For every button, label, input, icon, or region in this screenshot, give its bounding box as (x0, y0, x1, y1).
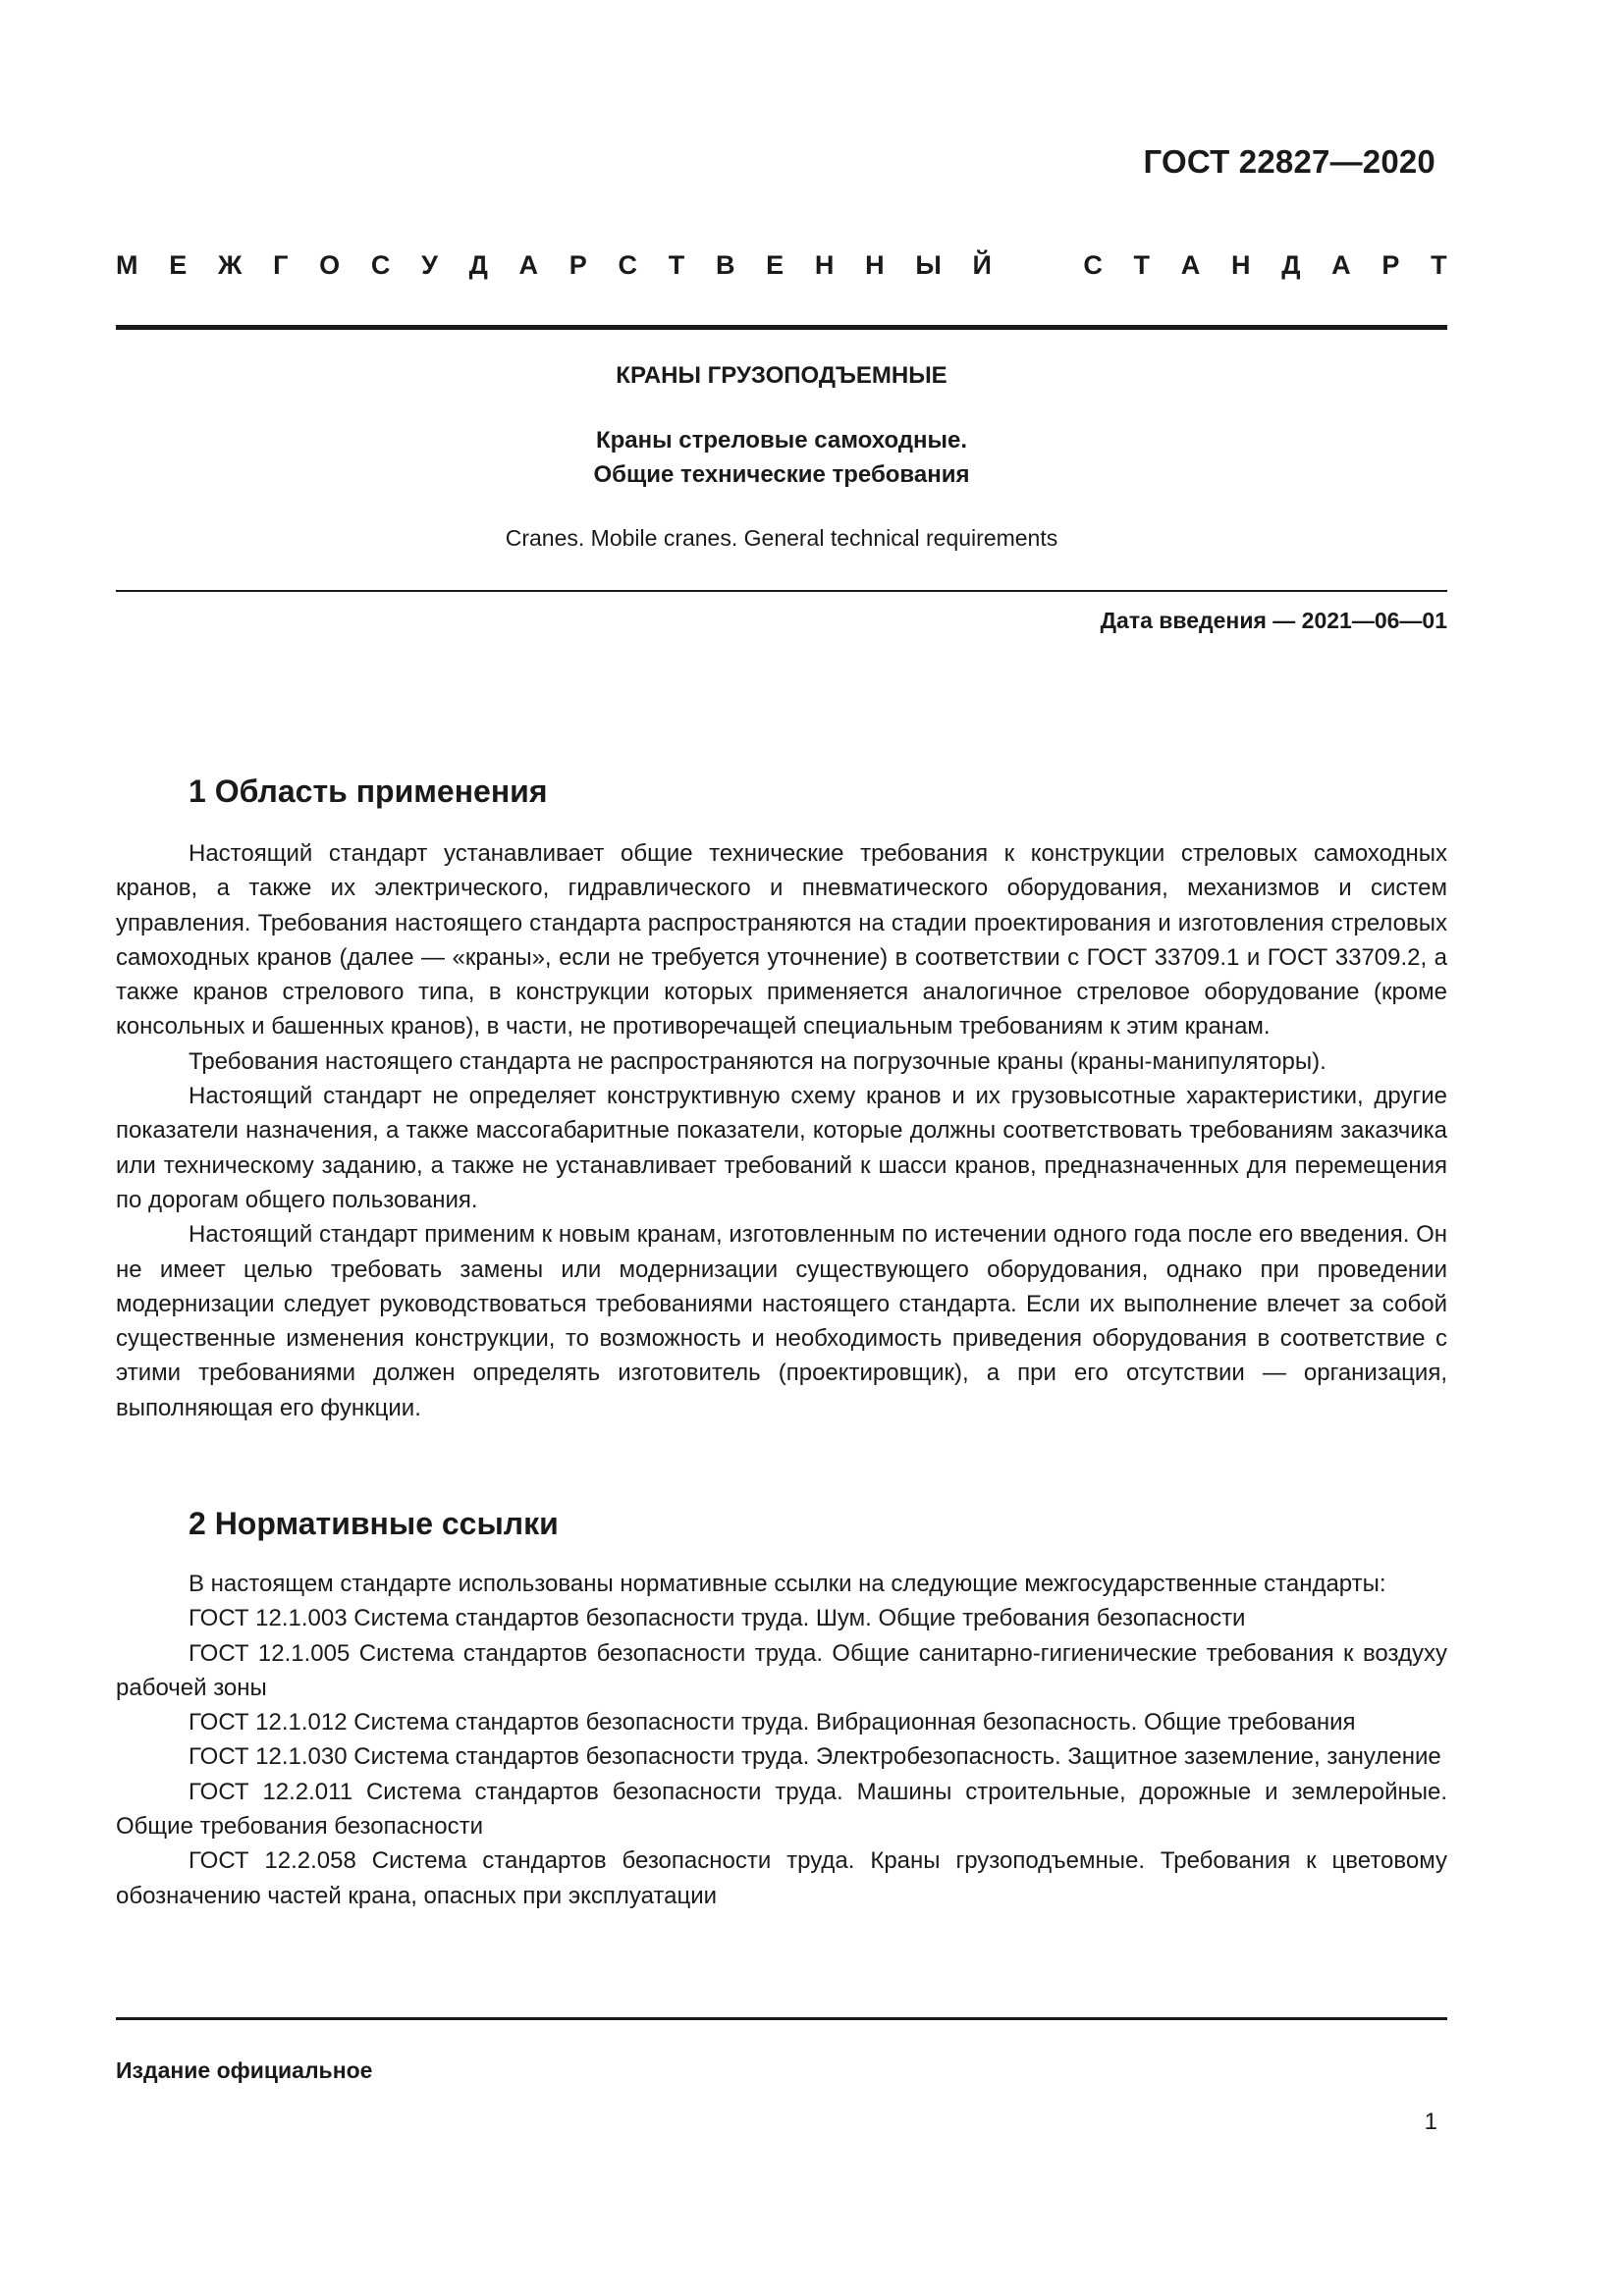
reference-item: ГОСТ 12.1.003 Система стандартов безопасности труда. Шум. Общие требования безопасности (189, 1605, 1246, 1632)
standard-type-letter: М (116, 250, 138, 280)
subtitle-line-2: Общие технические требования (593, 461, 970, 488)
standard-type-letter: Ж (217, 250, 243, 280)
reference-item: ГОСТ 12.2.058 Система стандартов безопасности труда. Краны грузоподъемные. Требования к цветовому обозначению частей крана, опасных при эксплуатации (116, 1847, 1447, 1909)
document-subtitle (116, 423, 1447, 492)
standard-type-letter: Н (1230, 250, 1251, 280)
standard-type-label (116, 250, 1447, 281)
footer-divider (116, 2017, 1447, 2020)
document-number: ГОСТ 22827—2020 (1143, 143, 1435, 180)
standard-type-letter: Е (169, 250, 188, 280)
paragraph: Настоящий стандарт устанавливает общие технические требования к конструкции стреловых самоходных кранов, а также их электрического, гидравлического и пневматического оборудования, механизмов и систем управления. Требования настоящего стандарта распространяются на стадии проектирования и изготовления стреловых самоходных кранов (далее — «краны», если не требуется уточнение) в соответствии с ГОСТ 33709.1 и ГОСТ 33709.2, а также кранов стрелового типа, в конструкции которых применяется аналогичное стреловое оборудование (кроме консольных и башенных кранов), в части, не противоречащей специальным требованиям к этим кранам. (116, 840, 1447, 1041)
section-2-heading: 2 Нормативные ссылки (189, 1506, 559, 1541)
standard-type-letter: С (1083, 250, 1103, 280)
standard-type-letter: Й (972, 250, 992, 280)
paragraph: Требования настоящего стандарта не распространяются на погрузочные краны (краны-манипуляторы). (189, 1047, 1326, 1075)
standard-type-letter: Н (814, 250, 835, 280)
standard-type-letter: Ы (915, 250, 942, 280)
standard-type-letter: А (1180, 250, 1201, 280)
reference-item: ГОСТ 12.1.012 Система стандартов безопасности труда. Вибрационная безопасность. Общие требования (189, 1709, 1356, 1736)
title-divider (116, 590, 1447, 592)
standard-type-letter: Т (1431, 250, 1447, 280)
section-2-body (116, 1567, 1447, 1913)
reference-item: ГОСТ 12.2.011 Система стандартов безопасности труда. Машины строительные, дорожные и землеройные. Общие требования безопасности (116, 1778, 1447, 1841)
english-title: Cranes. Mobile cranes. General technical requirements (505, 525, 1058, 551)
introduction-date: Дата введения — 2021—06—01 (1100, 608, 1447, 633)
edition-note: Издание официальное (116, 2057, 373, 2083)
standard-type-letter: С (370, 250, 391, 280)
document-title: КРАНЫ ГРУЗОПОДЪЕМНЫЕ (616, 362, 947, 389)
standard-type-letter: Т (668, 250, 685, 280)
standard-type-letter: Р (1381, 250, 1400, 280)
section-1-heading: 1 Область применения (189, 774, 548, 809)
standard-type-letter: А (518, 250, 539, 280)
standard-type-letter: Н (865, 250, 885, 280)
word-gap (1023, 250, 1053, 281)
paragraph: В настоящем стандарте использованы нормативные ссылки на следующие межгосударственные стандарты: (189, 1571, 1386, 1597)
top-divider (116, 325, 1447, 330)
standard-type-letter: Р (568, 250, 587, 280)
reference-item: ГОСТ 12.1.005 Система стандартов безопасности труда. Общие санитарно-гигиенические требования к воздуху рабочей зоны (116, 1639, 1447, 1701)
reference-item: ГОСТ 12.1.030 Система стандартов безопасности труда. Электробезопасность. Защитное заземление, зануление (189, 1743, 1441, 1771)
standard-type-letter: Д (1281, 250, 1301, 280)
standard-type-letter: Д (468, 250, 488, 280)
standard-type-letter: А (1331, 250, 1351, 280)
standard-type-letter: В (715, 250, 735, 280)
standard-type-letter: Е (766, 250, 785, 280)
standard-type-letter: У (421, 250, 438, 280)
section-1-body (116, 836, 1447, 1425)
standard-type-letter: Г (273, 250, 289, 280)
standard-type-letter: О (319, 250, 341, 280)
standard-type-letter: С (618, 250, 637, 280)
paragraph: Настоящий стандарт применим к новым кранам, изготовленным по истечении одного года после его введения. Он не имеет целью требовать замены или модернизации существующего оборудования, однако при проведении модернизации следует руководствоваться требованиями настоящего стандарта. Если их выполнение влечет за собой существенные изменения конструкции, то возможность и необходимость приведения оборудования в соответствие с этими требованиями должен определять изготовитель (проектировщик), а при его отсутствии — организация, выполняющая его функции. (116, 1221, 1447, 1421)
page-number: 1 (1424, 2109, 1437, 2135)
standard-type-letter: Т (1133, 250, 1151, 280)
subtitle-line-1: Краны стреловые самоходные. (595, 427, 968, 454)
paragraph: Настоящий стандарт не определяет конструктивную схему кранов и их грузовысотные характеристики, другие показатели назначения, а также массогабаритные показатели, которые должны соответствовать требованиям заказчика или техническому заданию, а также не устанавливает требований к шасси кранов, предназначенных для перемещения по дорогам общего пользования. (116, 1083, 1447, 1213)
